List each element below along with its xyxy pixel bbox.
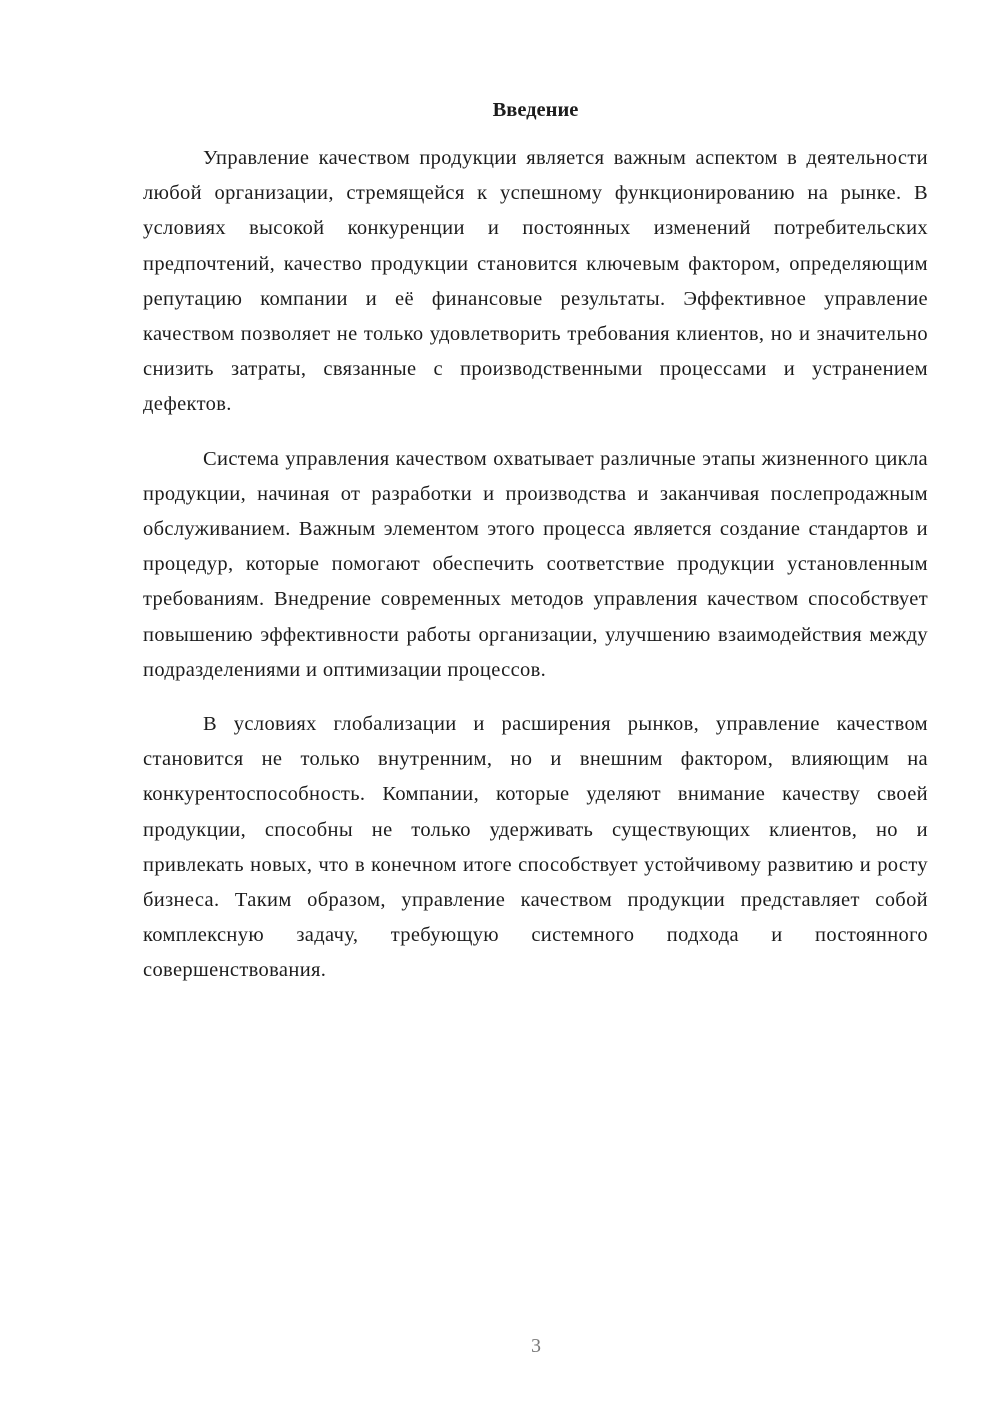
paragraph-1: Управление качеством продукции является важным аспектом в деятельности любой организации, стремящейся к успешному функционированию на рынке. В условиях высокой конкуренции и постоянных изменений потребительских предпочтений, качество продукции становится ключевым фактором, определяющим репутацию компании и её финансовые результаты. Эффективное управление качеством позволяет не только удовлетворить требования клиентов, но и значительно снизить затраты, связанные с производственными процессами и устранением дефектов. xyxy=(143,147,928,416)
paragraph-2: Система управления качеством охватывает различные этапы жизненного цикла продукции, начиная от разработки и производства и заканчивая послепродажным обслуживанием. Важным элементом этого процесса является создание стандартов и процедур, которые помогают обеспечить соответствие продукции установленным требованиям. Внедрение современных методов управления качеством способствует повышению эффективности работы организации, улучшению взаимодействия между подразделениями и оптимизации процессов. xyxy=(143,447,928,681)
paragraph-3: В условиях глобализации и расширения рынков, управление качеством становится не только внутренним, но и внешним фактором, влияющим на конкурентоспособность. Компании, которые уделяют внимание качеству своей продукции, способны не только удерживать существующих клиентов, но и привлекать новых, что в конечном итоге способствует устойчивому развитию и росту бизнеса. Таким образом, управление качеством продукции представляет собой комплексную задачу, требующую системного подхода и постоянного совершенствования. xyxy=(143,713,928,982)
page-number: 3 xyxy=(531,1335,541,1357)
page-title: Введение xyxy=(492,99,579,121)
document-body xyxy=(143,141,928,1008)
